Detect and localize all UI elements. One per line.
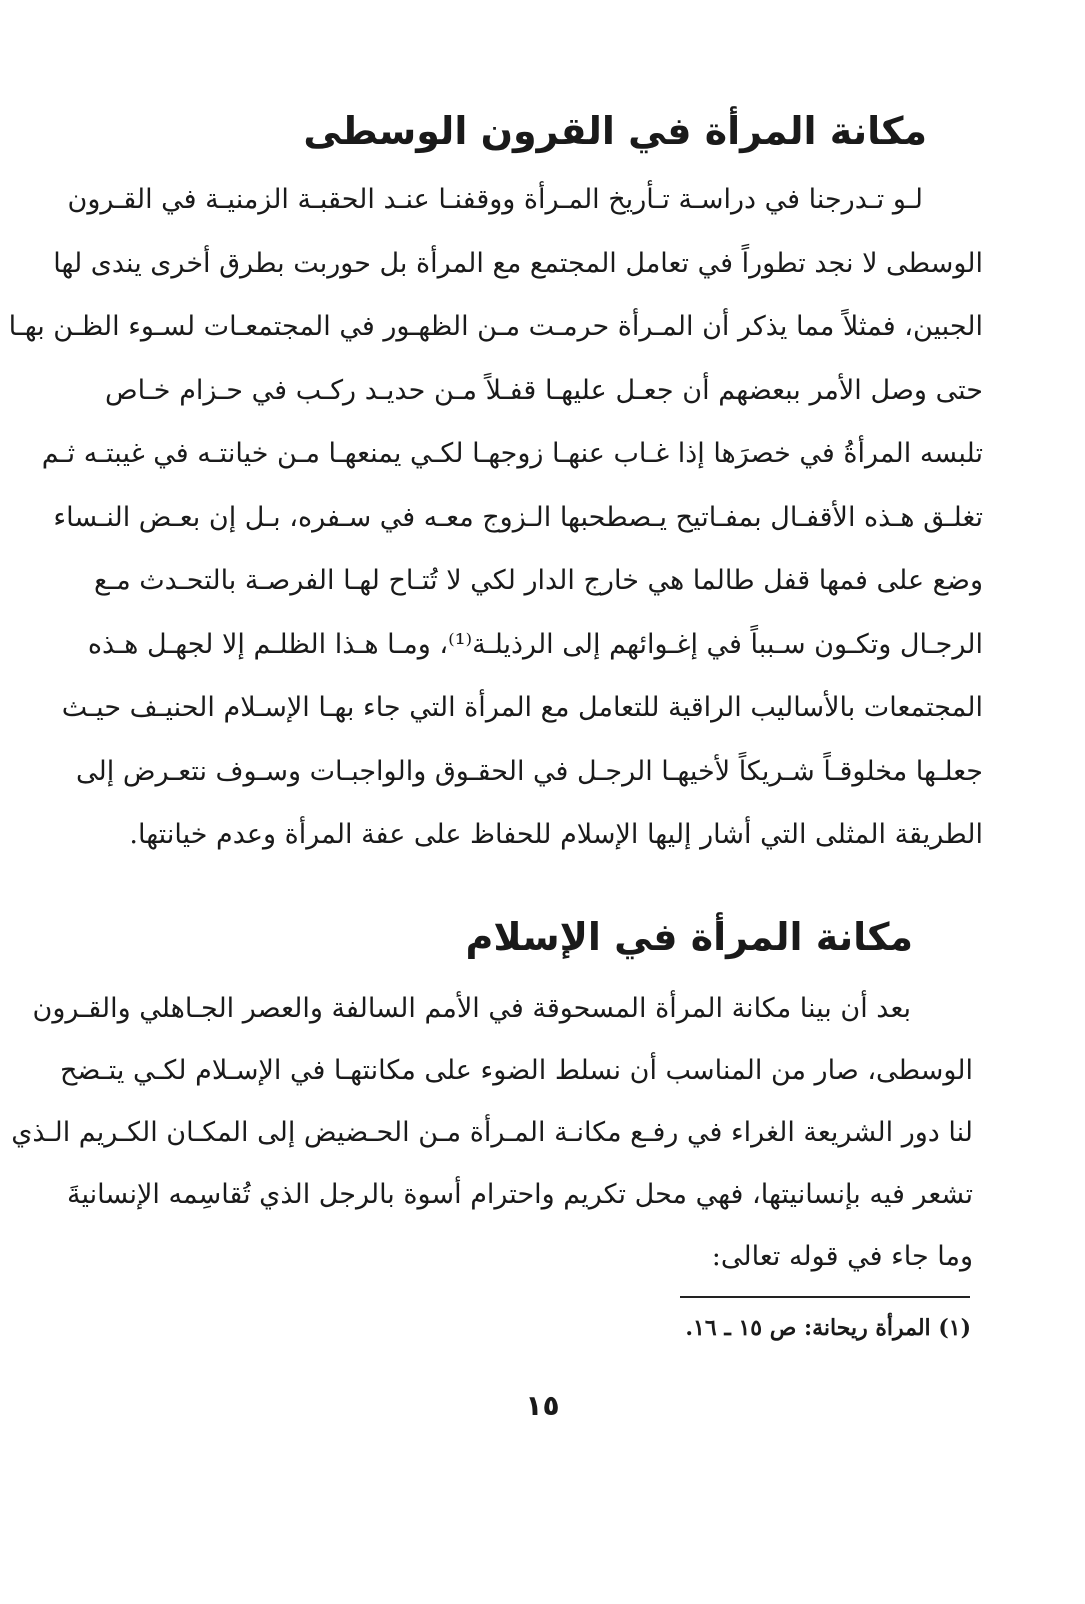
text-line: لـو تـدرجنا في دراسـة تـأريخ المـرأة ووقفنـا عنـد الحقبـة الزمنيـة في القـرون [67,184,923,215]
text-line: المجتمعات بالأساليب الراقية للتعامل مع المرأة التي جاء بهـا الإسـلام الحنيـف حيـث [61,692,983,723]
text-line: الوسطى لا نجد تطوراً في تعامل المجتمع مع المرأة بل حوربت بطرق أخرى يندى لها [53,247,983,279]
text-line: وضع على فمها قفل طالما هي خارج الدار لكي لا تُتـاح لهـا الفرصـة بالتحـدث مـع [93,565,983,596]
text-line: الجبين، فمثلاً مما يذكر أن المـرأة حرمـت مـن الظهـور في المجتمعـات لسـوء الظـن بهـا [8,311,983,342]
text-line: تغلـق هـذه الأقفـال بمفـاتيح يـصطحبها الـزوج معـه في سـفره، بـل إن بعـض النـساء [53,501,983,533]
footnote-divider [680,1296,970,1298]
footnote: (١) المرأة ريحانة: ص ١٥ ـ ١٦. [685,1315,971,1341]
text-line: بعد أن بينا مكانة المرأة المسحوقة في الأمم السالفة والعصر الجـاهلي والقـرون [32,993,911,1024]
text-line: الرجـال وتكـون سـبباً في إغـوائهم إلى الرذيلـة⁽¹⁾، ومـا هـذا الظلـم إلا لجهـل هـذه [87,628,983,660]
text-line: الوسطى، صار من المناسب أن نسلط الضوء على مكانتهـا في الإسـلام لكـي يتـضح [59,1055,973,1086]
text-line: تلبسه المرأةُ في خصرَها إذا غـاب عنهـا زوجهـا لكـي يمنعهـا مـن خيانتـه في غيبتـه ثـم [41,438,983,469]
section-heading-medieval: مكانة المرأة في القرون الوسطى [303,109,927,153]
text-line: جعلـها مخلوقـاً شـريكاً لأخيهـا الرجـل في الحقـوق والواجبـات وسـوف نتعـرض إلى [76,755,983,787]
text-line: حتى وصل الأمر ببعضهم أن جعـل عليهـا قفـلاً مـن حديـد ركـب في حـزام خـاص [105,374,983,406]
text-line: لنا دور الشريعة الغراء في رفـع مكانـة المـرأة مـن الحـضيض إلى المكـان الكـريم الـذي [11,1117,973,1148]
text-line: وما جاء في قوله تعالى: [711,1241,973,1272]
paragraph-medieval [8,168,983,867]
page-number: ١٥ [525,1389,560,1422]
text-line: تشعر فيه بإنسانيتها، فهي محل تكريم واحترام أسوة بالرجل الذي تُقاسِمه الإنسانيةَ [67,1179,973,1210]
section-heading-islam: مكانة المرأة في الإسلام [465,915,913,959]
paragraph-islam [11,978,973,1288]
text-line: الطريقة المثلى التي أشار إليها الإسلام للحفاظ على عفة المرأة وعدم خيانتها. [129,819,983,850]
